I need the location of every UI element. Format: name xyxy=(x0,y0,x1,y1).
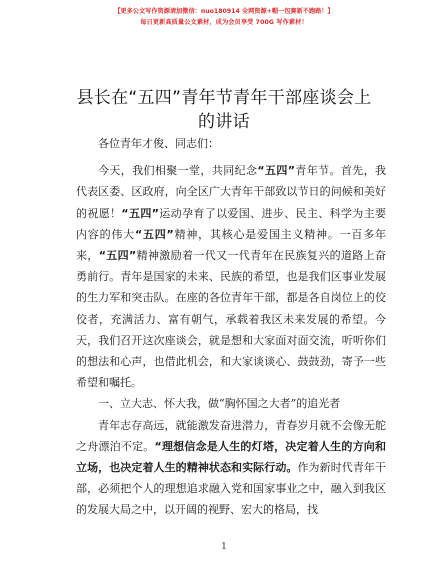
bold-text-run: “五四” xyxy=(98,249,137,263)
text-run: 今天，我们相聚一堂，共同纪念 xyxy=(98,164,258,178)
promo-banner xyxy=(60,6,388,28)
bold-text-run: “五四” xyxy=(121,206,159,220)
document-title: 县长在“五四”青年节青年干部座谈会上的讲话 xyxy=(76,88,372,132)
text-run: 青年志存高远，就能激发奋进潜力，青春岁月就不会像无舵之舟漂泊不定。 xyxy=(76,418,386,453)
page-number: 1 xyxy=(221,542,227,552)
paragraph-opening xyxy=(76,160,386,393)
bold-text-run: “五四” xyxy=(134,227,174,241)
greeting: 各位青年才俊、同志们： xyxy=(98,137,219,150)
section-heading-1: 一、立大志、怀大我，做“胸怀国之大者”的追光者 xyxy=(98,397,341,411)
text-run: 精神，其核心是爱国主义精神。一百多年来， xyxy=(76,227,386,263)
bold-text-run: “五四” xyxy=(257,164,295,178)
bold-text-run: “理想信念是人生的灯塔，决定着人生的方向和立场，也决定着人生的精神状态和实际行动。 xyxy=(76,439,386,475)
promo-banner-line-2: 每日更新高质量公文素材，成为会员享受 700G 写作素材！ xyxy=(140,19,308,26)
text-run: 精神激励着一代又一代青年在民族复兴的道路上奋勇前行。青年是国家的未来、民族的希望，也是我们区事业发展的生力军和突击队。在座的各位青年干部，都是各自岗位上的佼佼者，充满活力、富有朝气，承载着我区未来发展的希望。今天，我们召开这次座谈会，就是想和大家面对面交流，听听你们的想法和心声，也借此机会，和大家谈谈心、鼓鼓劲，寄予一些希望和嘱托。 xyxy=(76,249,387,390)
promo-banner-line-1: 【更多公文写作资源请加微信：nuo180914 全网资源+帽一包赛新不跑路！】 xyxy=(114,8,334,15)
paragraph-section-1 xyxy=(76,415,386,521)
text-run: 青年节。首先，我代表区委、区政府，向全区广大青年干部致以节日的问候和美好的祝愿！ xyxy=(76,164,387,220)
text-run: 运动孕育了以爱国、进步、民主、科学为主要内容的伟大 xyxy=(76,206,387,241)
text-run: 作为新时代青年干部，必须把个人的理想追求融入党和国家事业之中，融入到我区的发展大局之中，以开阔的视野、宏大的格局，找 xyxy=(76,461,387,517)
document-body xyxy=(76,133,386,521)
